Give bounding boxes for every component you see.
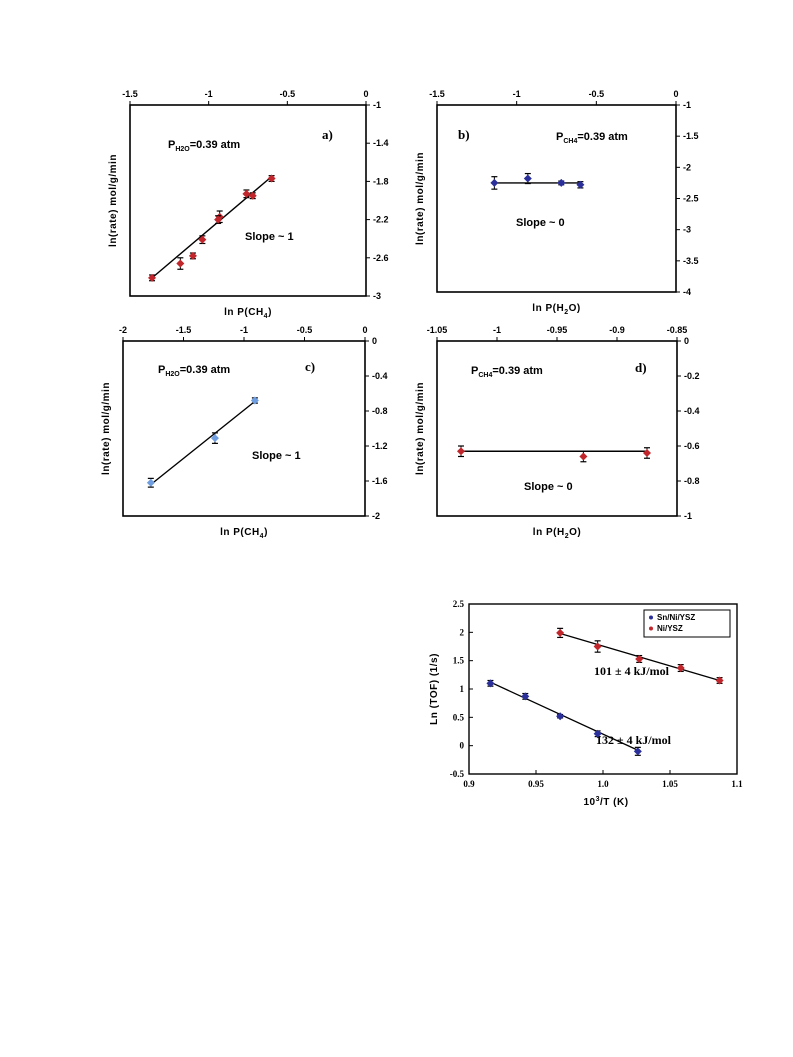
chart-panel-a bbox=[108, 89, 389, 320]
legend-marker bbox=[649, 616, 653, 620]
series-sn-ni-ysz bbox=[486, 679, 671, 755]
x-tick-label: 1.05 bbox=[662, 779, 678, 789]
data-point bbox=[579, 453, 587, 461]
x-tick-label: 1.1 bbox=[731, 779, 743, 789]
activation-energy-label: 132 ± 4 kJ/mol bbox=[596, 733, 671, 747]
x-tick-label: -1 bbox=[492, 325, 502, 335]
y-tick-label: -2 bbox=[372, 511, 381, 521]
chart-panel-b bbox=[415, 89, 699, 316]
slope-annotation: Slope ~ 0 bbox=[524, 481, 573, 493]
x-axis-label: $\ln P(H_2O)$ bbox=[532, 303, 581, 316]
x-tick-label: -1 bbox=[204, 89, 213, 99]
chart-panel-d bbox=[415, 325, 700, 540]
x-tick-label: 1.0 bbox=[597, 779, 609, 789]
x-tick-label: -0.5 bbox=[279, 89, 296, 99]
activation-energy-label: 101 ± 4 kJ/mol bbox=[594, 664, 669, 678]
y-tick-label: -1 bbox=[373, 100, 382, 110]
chart-panel-arrhenius bbox=[429, 599, 743, 808]
fit-line bbox=[152, 177, 272, 278]
x-tick-label: -1.5 bbox=[429, 89, 445, 99]
y-tick-label: -1.2 bbox=[372, 441, 388, 451]
x-tick-label: -0.5 bbox=[588, 89, 605, 99]
x-tick-label: -0.5 bbox=[296, 325, 313, 335]
pressure-annotation: $P_{CH4}=0.39$ atm bbox=[556, 131, 628, 145]
y-tick-label: 2.5 bbox=[452, 599, 464, 609]
y-axis-label: ln(rate) mol/g/min bbox=[415, 382, 426, 475]
y-tick-label: -1 bbox=[684, 511, 693, 521]
x-tick-label: -1.5 bbox=[175, 325, 192, 335]
pressure-annotation: $P_{CH4}=0.39$ atm bbox=[471, 365, 543, 379]
data-point bbox=[556, 629, 564, 637]
legend-marker bbox=[649, 627, 653, 631]
y-tick-label: -0.5 bbox=[449, 769, 464, 779]
x-tick-label: -0.95 bbox=[546, 325, 568, 335]
x-tick-label: -1.05 bbox=[426, 325, 448, 335]
y-tick-label: -3.5 bbox=[683, 255, 699, 266]
y-tick-label: -1 bbox=[683, 100, 692, 110]
x-tick-label: 0 bbox=[673, 89, 679, 99]
data-point bbox=[457, 447, 465, 455]
panel-label: a) bbox=[322, 127, 333, 142]
x-axis-label: $\ln P(CH_4)$ bbox=[224, 307, 272, 320]
x-tick-label: -0.9 bbox=[609, 325, 625, 335]
pressure-annotation: $P_{H2O}=0.39$ atm bbox=[158, 364, 231, 378]
data-point bbox=[490, 179, 498, 187]
y-tick-label: -3 bbox=[683, 224, 692, 235]
panel-label: b) bbox=[458, 127, 470, 142]
x-tick-label: 0.95 bbox=[528, 779, 544, 789]
y-tick-label: -1.4 bbox=[373, 138, 389, 149]
slope-annotation: Slope ~ 1 bbox=[252, 450, 301, 462]
x-axis-label: $\ln P(CH_4)$ bbox=[220, 527, 268, 540]
chart-panel-c bbox=[101, 325, 388, 540]
x-axis-label: $10^3/T$ (K) bbox=[583, 796, 629, 808]
legend-label: Ni/YSZ bbox=[657, 624, 683, 633]
y-tick-label: -2.5 bbox=[683, 193, 699, 204]
pressure-annotation: $P_{H2O}=0.39$ atm bbox=[168, 139, 241, 153]
legend-label: Sn/Ni/YSZ bbox=[657, 613, 696, 622]
panel-label: c) bbox=[305, 359, 316, 374]
y-tick-label: -2.2 bbox=[373, 214, 389, 225]
y-tick-label: -0.4 bbox=[372, 371, 388, 381]
y-axis-label: ln(rate) mol/g/min bbox=[415, 152, 426, 245]
y-tick-label: -2 bbox=[683, 162, 692, 173]
x-axis-label: $\ln P(H_2O)$ bbox=[532, 527, 582, 540]
y-tick-label: -0.8 bbox=[684, 476, 700, 486]
x-tick-label: -0.85 bbox=[666, 325, 688, 335]
y-tick-label: -1.6 bbox=[372, 476, 388, 486]
y-tick-label: -0.4 bbox=[684, 406, 700, 416]
y-tick-label: 0 bbox=[459, 740, 464, 751]
y-tick-label: -4 bbox=[683, 287, 692, 297]
data-point bbox=[242, 190, 250, 198]
slope-annotation: Slope ~ 1 bbox=[245, 231, 294, 243]
y-tick-label: 2 bbox=[459, 627, 464, 638]
x-tick-label: 0.9 bbox=[463, 779, 475, 789]
data-point bbox=[557, 179, 565, 187]
y-tick-label: -1.8 bbox=[373, 176, 389, 187]
legend bbox=[644, 610, 730, 637]
fit-line bbox=[151, 401, 255, 484]
y-tick-label: -0.2 bbox=[684, 371, 700, 381]
panel-label: d) bbox=[635, 360, 647, 375]
x-tick-label: -1 bbox=[512, 89, 521, 99]
y-tick-label: -2.6 bbox=[373, 252, 389, 263]
y-axis-label: Ln (TOF) (1/s) bbox=[429, 653, 440, 725]
slope-annotation: Slope ~ 0 bbox=[516, 217, 565, 229]
y-axis-label: ln(rate) mol/g/min bbox=[101, 382, 112, 475]
y-tick-label: 0 bbox=[684, 336, 690, 346]
data-point bbox=[643, 449, 651, 457]
x-tick-label: -1.5 bbox=[122, 89, 138, 99]
x-tick-label: 0 bbox=[363, 89, 369, 99]
data-point bbox=[524, 175, 532, 183]
y-tick-label: 0.5 bbox=[452, 712, 464, 723]
y-tick-label: 1 bbox=[459, 684, 464, 694]
y-tick-label: -1.5 bbox=[683, 131, 699, 142]
x-tick-label: 0 bbox=[362, 325, 368, 335]
y-tick-label: 0 bbox=[372, 336, 378, 346]
y-tick-label: -0.8 bbox=[372, 406, 388, 416]
y-axis-label: ln(rate) mol/g/min bbox=[108, 154, 119, 247]
y-tick-label: -0.6 bbox=[684, 441, 700, 451]
y-tick-label: -3 bbox=[373, 291, 382, 301]
x-tick-label: -1 bbox=[239, 325, 249, 335]
y-tick-label: 1.5 bbox=[452, 655, 464, 666]
data-point bbox=[147, 479, 155, 487]
data-point bbox=[176, 260, 184, 268]
x-tick-label: -2 bbox=[118, 325, 128, 335]
